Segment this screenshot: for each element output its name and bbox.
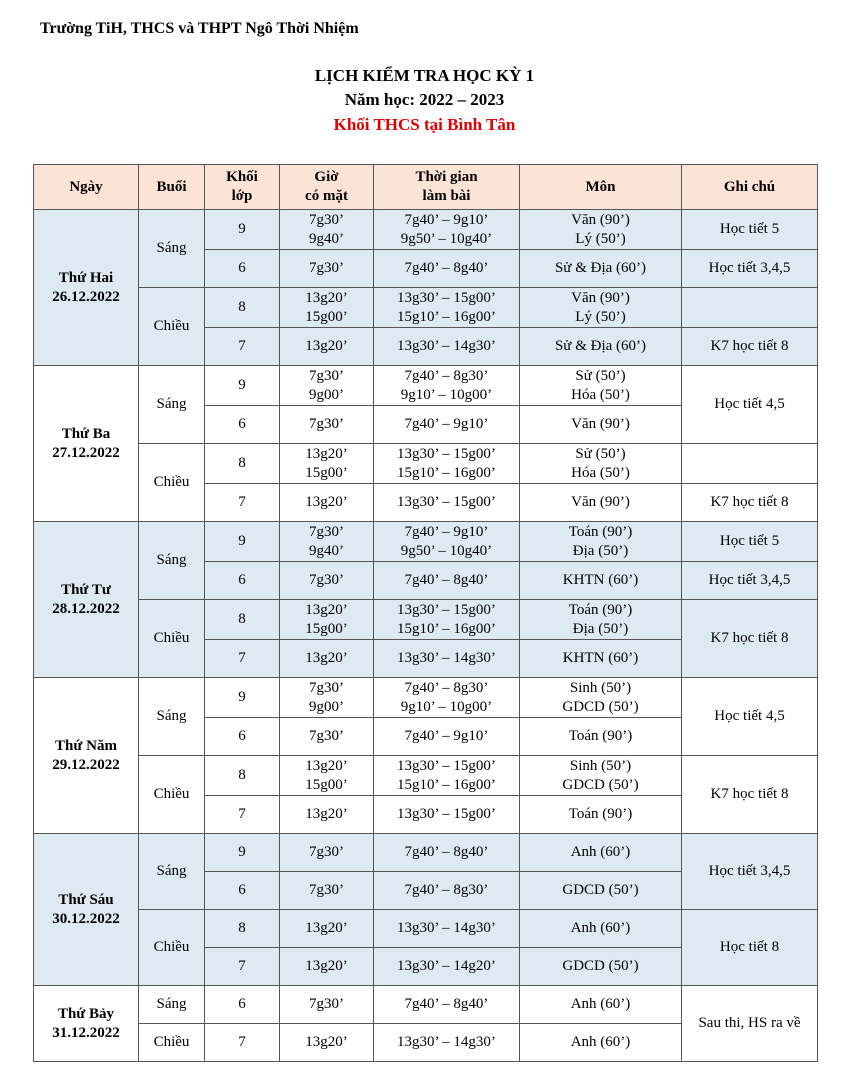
time-cell: 13g30’ – 15g00’ 15g10’ – 16g00’ xyxy=(374,288,520,328)
note-cell: Học tiết 3,4,5 xyxy=(682,562,818,600)
table-row xyxy=(34,366,818,406)
grade-cell: 9 xyxy=(205,522,280,562)
note-cell: K7 học tiết 8 xyxy=(682,328,818,366)
time-cell: 13g30’ – 14g30’ xyxy=(374,1024,520,1062)
time-cell: 7g40’ – 9g10’ xyxy=(374,406,520,444)
day-name: Thứ Ba xyxy=(61,425,111,442)
table-row xyxy=(34,210,818,250)
note-cell: Học tiết 5 xyxy=(682,522,818,562)
grade-cell: 6 xyxy=(205,872,280,910)
subject-cell: KHTN (60’) xyxy=(520,640,682,678)
subject-cell: Anh (60’) xyxy=(520,1024,682,1062)
time-cell: 7g40’ – 8g30’ 9g10’ – 10g00’ xyxy=(374,678,520,718)
grade-cell: 8 xyxy=(205,910,280,948)
exam-schedule-table xyxy=(33,164,818,1062)
time-cell: 7g40’ – 8g40’ xyxy=(374,562,520,600)
grade-cell: 6 xyxy=(205,718,280,756)
table-row xyxy=(34,522,818,562)
arrive-cell: 13g20’ 15g00’ xyxy=(280,756,374,796)
col-session: Buổi xyxy=(139,165,205,210)
session-cell: Sáng xyxy=(139,986,205,1024)
arrive-cell: 7g30’ xyxy=(280,834,374,872)
arrive-cell: 13g20’ xyxy=(280,484,374,522)
note-cell: Sau thi, HS ra về xyxy=(682,986,818,1062)
day-name: Thứ Bảy xyxy=(57,1005,115,1022)
note-cell: Học tiết 4,5 xyxy=(682,366,818,444)
subject-cell: Văn (90’) Lý (50’) xyxy=(520,288,682,328)
table-row xyxy=(34,600,818,640)
note-cell: Học tiết 3,4,5 xyxy=(682,834,818,910)
table-row xyxy=(34,756,818,796)
day-date: 26.12.2022 xyxy=(52,288,120,305)
arrive-cell: 7g30’ 9g00’ xyxy=(280,366,374,406)
day-cell xyxy=(34,678,139,834)
subject-cell: Toán (90’) xyxy=(520,796,682,834)
day-cell xyxy=(34,986,139,1062)
arrive-cell: 7g30’ xyxy=(280,250,374,288)
subject-cell: Sinh (50’) GDCD (50’) xyxy=(520,756,682,796)
grade-cell: 6 xyxy=(205,250,280,288)
grade-cell: 9 xyxy=(205,678,280,718)
arrive-cell: 13g20’ 15g00’ xyxy=(280,288,374,328)
arrive-cell: 7g30’ xyxy=(280,986,374,1024)
subject-cell: GDCD (50’) xyxy=(520,948,682,986)
time-cell: 13g30’ – 15g00’ xyxy=(374,796,520,834)
day-date: 29.12.2022 xyxy=(52,756,120,773)
subject-cell: GDCD (50’) xyxy=(520,872,682,910)
session-cell: Chiều xyxy=(139,756,205,834)
arrive-cell: 7g30’ xyxy=(280,562,374,600)
note-cell xyxy=(682,288,818,328)
grade-cell: 6 xyxy=(205,986,280,1024)
time-cell: 13g30’ – 15g00’ xyxy=(374,484,520,522)
session-cell: Chiều xyxy=(139,600,205,678)
time-cell: 13g30’ – 15g00’ 15g10’ – 16g00’ xyxy=(374,600,520,640)
arrive-cell: 13g20’ xyxy=(280,948,374,986)
subject-cell: Sử (50’) Hóa (50’) xyxy=(520,444,682,484)
table-row xyxy=(34,986,818,1024)
subject-cell: Anh (60’) xyxy=(520,910,682,948)
day-name: Thứ Sáu xyxy=(58,891,114,908)
page-subtitle: Khối THCS tại Bình Tân xyxy=(333,115,516,134)
session-cell: Sáng xyxy=(139,834,205,910)
subject-cell: Văn (90’) xyxy=(520,484,682,522)
session-cell: Chiều xyxy=(139,288,205,366)
grade-cell: 8 xyxy=(205,288,280,328)
subject-cell: Toán (90’) Địa (50’) xyxy=(520,522,682,562)
arrive-cell: 7g30’ 9g40’ xyxy=(280,522,374,562)
grade-cell: 6 xyxy=(205,406,280,444)
grade-cell: 7 xyxy=(205,796,280,834)
table-row xyxy=(34,834,818,872)
page-title: LỊCH KIỂM TRA HỌC KỲ 1 xyxy=(314,66,535,85)
time-cell: 7g40’ – 8g30’ xyxy=(374,872,520,910)
subject-cell: Anh (60’) xyxy=(520,986,682,1024)
time-cell: 7g40’ – 9g10’ xyxy=(374,718,520,756)
note-cell: Học tiết 8 xyxy=(682,910,818,986)
grade-cell: 7 xyxy=(205,948,280,986)
session-cell: Sáng xyxy=(139,210,205,288)
arrive-cell: 7g30’ xyxy=(280,406,374,444)
grade-cell: 6 xyxy=(205,562,280,600)
session-cell: Chiều xyxy=(139,444,205,522)
note-cell: Học tiết 5 xyxy=(682,210,818,250)
subject-cell: Toán (90’) Địa (50’) xyxy=(520,600,682,640)
note-cell: K7 học tiết 8 xyxy=(682,484,818,522)
time-cell: 13g30’ – 14g20’ xyxy=(374,948,520,986)
col-grade: Khối lớp xyxy=(205,165,280,210)
day-date: 30.12.2022 xyxy=(52,910,120,927)
time-cell: 13g30’ – 15g00’ 15g10’ – 16g00’ xyxy=(374,756,520,796)
day-cell xyxy=(34,834,139,986)
col-day: Ngày xyxy=(34,165,139,210)
school-name: Trường TiH, THCS và THPT Ngô Thời Nhiệm xyxy=(40,20,359,37)
note-cell: K7 học tiết 8 xyxy=(682,600,818,678)
day-cell xyxy=(34,210,139,366)
arrive-cell: 13g20’ 15g00’ xyxy=(280,444,374,484)
note-cell: Học tiết 4,5 xyxy=(682,678,818,756)
table-row xyxy=(34,678,818,718)
time-cell: 7g40’ – 9g10’ 9g50’ – 10g40’ xyxy=(374,522,520,562)
subject-cell: Văn (90’) Lý (50’) xyxy=(520,210,682,250)
session-cell: Chiều xyxy=(139,1024,205,1062)
day-date: 27.12.2022 xyxy=(52,444,120,461)
table-header-row xyxy=(34,165,818,210)
note-cell: K7 học tiết 8 xyxy=(682,756,818,834)
time-cell: 7g40’ – 9g10’ 9g50’ – 10g40’ xyxy=(374,210,520,250)
school-year: Năm học: 2022 – 2023 xyxy=(344,90,505,109)
day-cell xyxy=(34,522,139,678)
arrive-cell: 7g30’ xyxy=(280,872,374,910)
table-row xyxy=(34,910,818,948)
session-cell: Sáng xyxy=(139,522,205,600)
time-cell: 7g40’ – 8g40’ xyxy=(374,834,520,872)
time-cell: 7g40’ – 8g40’ xyxy=(374,986,520,1024)
day-date: 28.12.2022 xyxy=(52,600,120,617)
time-cell: 13g30’ – 14g30’ xyxy=(374,910,520,948)
arrive-cell: 13g20’ xyxy=(280,640,374,678)
grade-cell: 8 xyxy=(205,756,280,796)
day-date: 31.12.2022 xyxy=(52,1024,120,1041)
grade-cell: 7 xyxy=(205,640,280,678)
col-subject: Môn xyxy=(520,165,682,210)
arrive-cell: 7g30’ 9g40’ xyxy=(280,210,374,250)
day-name: Thứ Năm xyxy=(55,737,117,754)
time-cell: 13g30’ – 15g00’ 15g10’ – 16g00’ xyxy=(374,444,520,484)
time-cell: 13g30’ – 14g30’ xyxy=(374,328,520,366)
subject-cell: Văn (90’) xyxy=(520,406,682,444)
grade-cell: 9 xyxy=(205,366,280,406)
arrive-cell: 13g20’ 15g00’ xyxy=(280,600,374,640)
arrive-cell: 13g20’ xyxy=(280,796,374,834)
subject-cell: Sử & Địa (60’) xyxy=(520,328,682,366)
col-time: Thời gian làm bài xyxy=(374,165,520,210)
table-row xyxy=(34,288,818,328)
day-cell xyxy=(34,366,139,522)
grade-cell: 7 xyxy=(205,328,280,366)
session-cell: Sáng xyxy=(139,366,205,444)
subject-cell: KHTN (60’) xyxy=(520,562,682,600)
arrive-cell: 7g30’ 9g00’ xyxy=(280,678,374,718)
day-name: Thứ Hai xyxy=(58,269,114,286)
time-cell: 7g40’ – 8g40’ xyxy=(374,250,520,288)
time-cell: 13g30’ – 14g30’ xyxy=(374,640,520,678)
subject-cell: Toán (90’) xyxy=(520,718,682,756)
table-row xyxy=(34,444,818,484)
col-arrive: Giờ có mặt xyxy=(280,165,374,210)
note-cell: Học tiết 3,4,5 xyxy=(682,250,818,288)
grade-cell: 7 xyxy=(205,484,280,522)
grade-cell: 9 xyxy=(205,834,280,872)
day-name: Thứ Tư xyxy=(61,581,111,598)
session-cell: Chiều xyxy=(139,910,205,986)
grade-cell: 8 xyxy=(205,600,280,640)
arrive-cell: 7g30’ xyxy=(280,718,374,756)
grade-cell: 7 xyxy=(205,1024,280,1062)
col-note: Ghi chú xyxy=(682,165,818,210)
session-cell: Sáng xyxy=(139,678,205,756)
subject-cell: Anh (60’) xyxy=(520,834,682,872)
arrive-cell: 13g20’ xyxy=(280,910,374,948)
subject-cell: Sử & Địa (60’) xyxy=(520,250,682,288)
note-cell xyxy=(682,444,818,484)
arrive-cell: 13g20’ xyxy=(280,328,374,366)
grade-cell: 8 xyxy=(205,444,280,484)
grade-cell: 9 xyxy=(205,210,280,250)
subject-cell: Sử (50’) Hóa (50’) xyxy=(520,366,682,406)
arrive-cell: 13g20’ xyxy=(280,1024,374,1062)
time-cell: 7g40’ – 8g30’ 9g10’ – 10g00’ xyxy=(374,366,520,406)
subject-cell: Sinh (50’) GDCD (50’) xyxy=(520,678,682,718)
